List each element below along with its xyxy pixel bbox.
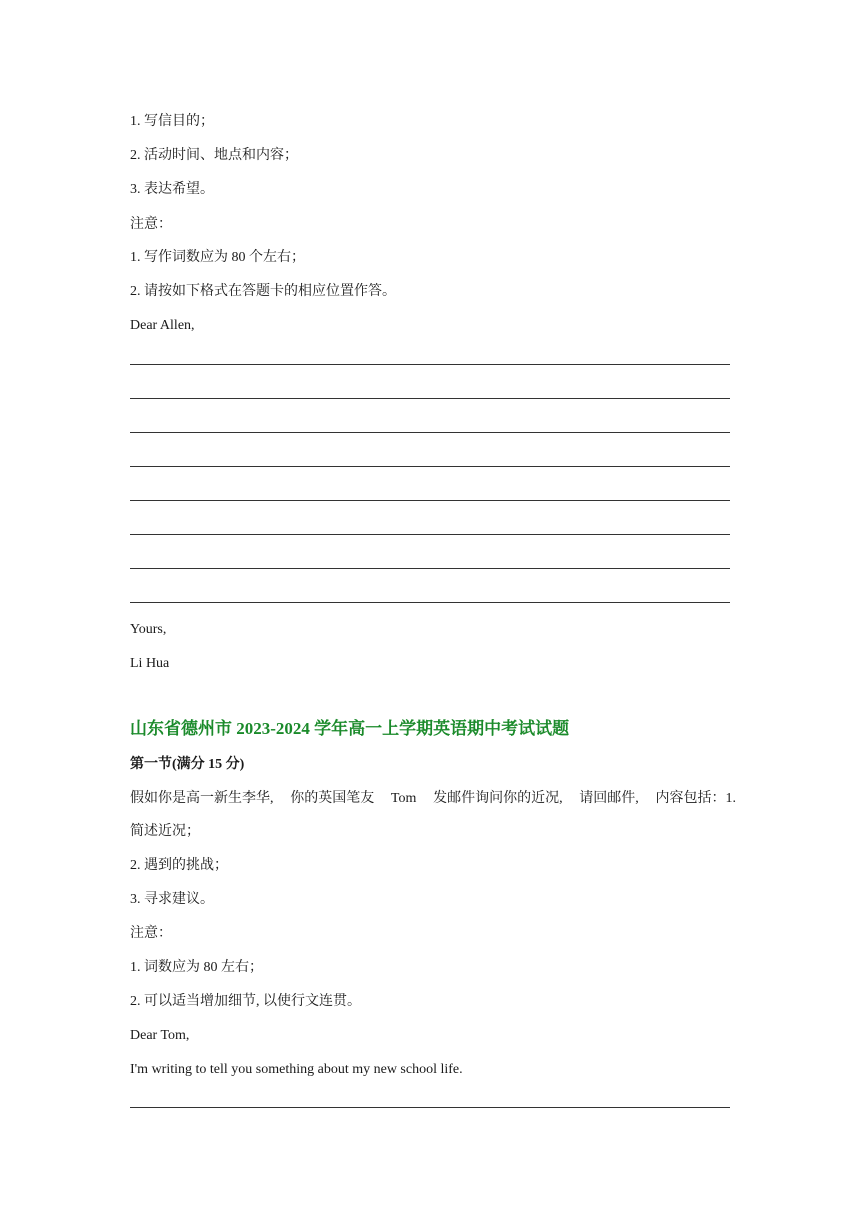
requirement-item-2: 2. 活动时间、地点和内容； xyxy=(130,148,298,163)
prompt-word: 假如你是高一新生李华, xyxy=(130,791,274,806)
note-item-1: 1. 写作词数应为 80 个左右； xyxy=(130,250,305,265)
section-heading: 第一节(满分 15 分) xyxy=(130,757,245,772)
writing-line xyxy=(130,602,730,603)
writing-line xyxy=(130,432,730,433)
writing-line xyxy=(130,534,730,535)
note-item-2: 2. 可以适当增加细节, 以使行文连贯。 xyxy=(130,994,361,1009)
prompt-word: 发邮件询问你的近况, xyxy=(433,791,563,806)
prompt-word: 你的英国笔友 xyxy=(290,791,375,806)
letter-signature: Li Hua xyxy=(130,656,170,671)
requirement-item-2: 2. 遇到的挑战； xyxy=(130,858,228,873)
letter-salutation: Dear Tom, xyxy=(130,1028,190,1043)
letter-salutation: Dear Allen, xyxy=(130,318,195,333)
requirement-item-3: 3. 寻求建议。 xyxy=(130,892,214,907)
writing-line xyxy=(130,364,730,365)
prompt-line-2: 简述近况； xyxy=(130,824,200,839)
prompt-line-1 xyxy=(130,789,736,809)
writing-line xyxy=(130,398,730,399)
writing-line xyxy=(130,1107,730,1108)
writing-line xyxy=(130,568,730,569)
letter-closing: Yours, xyxy=(130,622,167,637)
requirement-item-1: 1. 写信目的； xyxy=(130,114,214,129)
prompt-word: Tom xyxy=(390,791,417,806)
note-item-2: 2. 请按如下格式在答题卡的相应位置作答。 xyxy=(130,284,396,299)
note-label: 注意： xyxy=(130,217,172,232)
letter-opening-sentence: I'm writing to tell you something about my new school life. xyxy=(130,1062,463,1077)
writing-line xyxy=(130,500,730,501)
prompt-word: 内容包括：1. xyxy=(655,791,736,806)
note-label: 注意： xyxy=(130,926,172,941)
requirement-item-3: 3. 表达希望。 xyxy=(130,182,214,197)
note-item-1: 1. 词数应为 80 左右； xyxy=(130,960,263,975)
exam-title: 山东省德州市 2023-2024 学年高一上学期英语期中考试试题 xyxy=(130,719,570,738)
prompt-word: 请回邮件, xyxy=(579,791,639,806)
writing-line xyxy=(130,466,730,467)
